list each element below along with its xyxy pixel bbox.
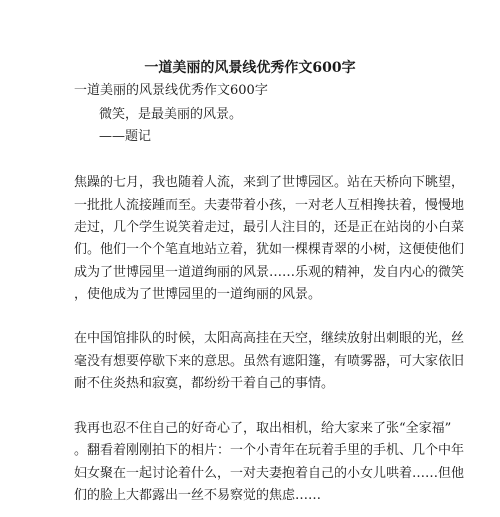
paragraph-3-line-3: 妇女聚在一起讨论着什么，一对夫妻抱着自己的小女儿哄着……但他 [74, 466, 465, 481]
paragraph-3-line-2: 。翻看着刚刚拍下的相片：一个小青年在玩着手里的手机、几个中年 [74, 443, 465, 458]
paragraph-3-line-1: 我再也忍不住自己的好奇心了，取出相机，给大家来了张“全家福” [74, 421, 452, 436]
document-subtitle: 一道美丽的风景线优秀作文600字 [74, 83, 268, 98]
document-title: 一道美丽的风景线优秀作文600字 [144, 60, 356, 76]
paragraph-1-line-4: 们。他们一个个笔直地站立着，犹如一棵棵青翠的小树，这便使他们 [74, 242, 465, 257]
epigraph-attribution: ——题记 [99, 129, 152, 144]
paragraph-1-line-5: 成为了世博园里一道道绚丽的风景……乐观的精神，发自内心的微笑 [74, 265, 465, 280]
paragraph-2-line-3: 耐不住炎热和寂寞，都纷纷干着自己的事情。 [74, 376, 335, 391]
paragraph-2-line-2: 毫没有想要停歇下来的意思。虽然有遮阳篷，有喷雾器，可大家依旧 [74, 354, 465, 369]
paragraph-1-line-3: 走过，几个学生说笑着走过，最引人注目的，还是正在站岗的小白菜 [74, 220, 465, 235]
paragraph-1-line-2: 一批批人流接踵而至。夫妻带着小孩，一对老人互相搀扶着，慢慢地 [74, 198, 465, 213]
paragraph-1-line-6: ，使他成为了世博园里的一道绚丽的风景。 [74, 287, 322, 302]
paragraph-1-line-1: 焦躁的七月，我也随着人流，来到了世博园区。站在天桥向下眺望， [74, 175, 465, 190]
epigraph: 微笑，是最美丽的风景。 [99, 107, 243, 122]
paragraph-3-line-4: 们的脸上大都露出一丝不易察觉的焦虑…… [74, 488, 322, 503]
paragraph-2-line-1: 在中国馆排队的时候，太阳高高挂在天空，继续放射出刺眼的光，丝 [74, 331, 465, 346]
